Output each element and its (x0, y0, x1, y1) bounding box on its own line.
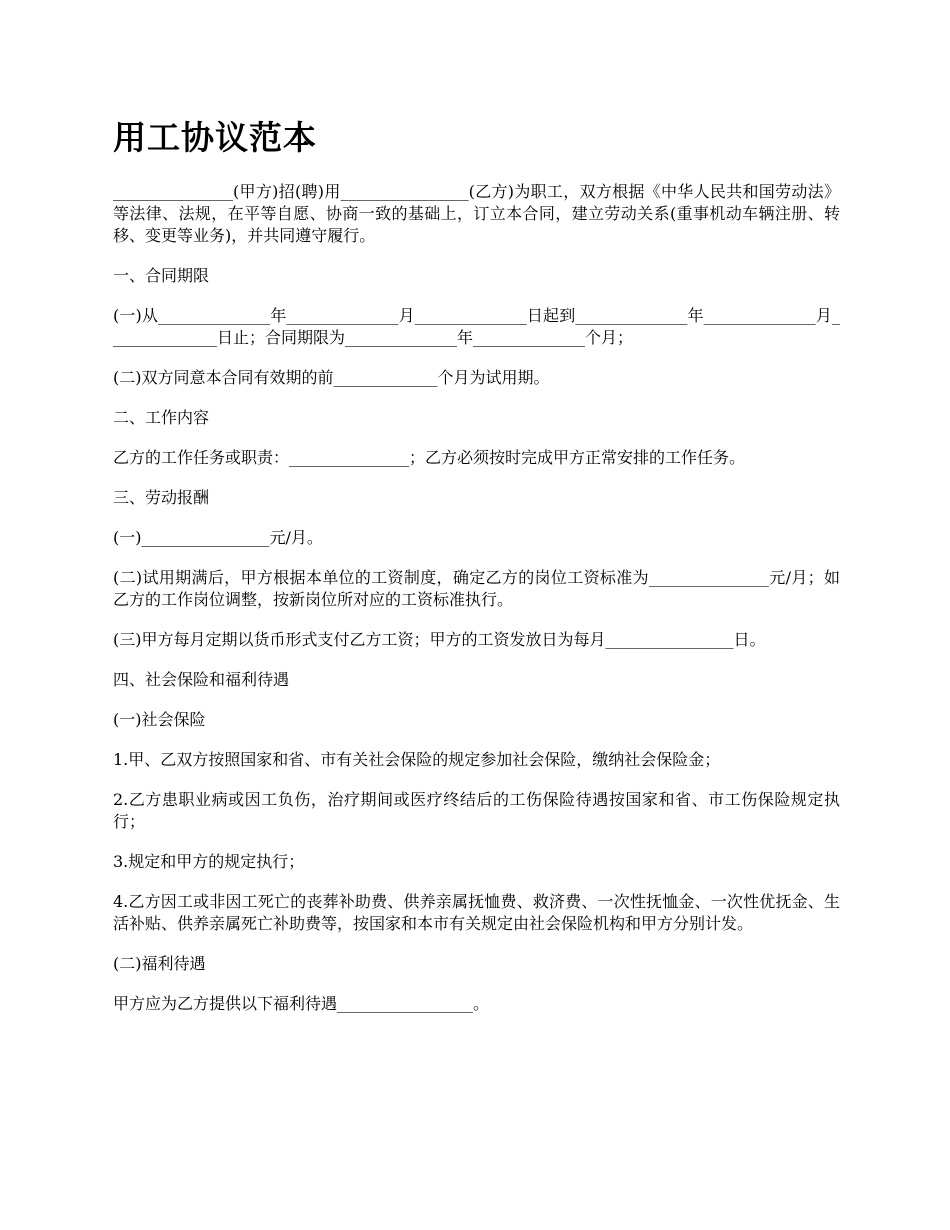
post-probation-salary-clause: (二)试用期满后，甲方根据本单位的工资制度，确定乙方的岗位工资标准为_______________元/月；如乙方的工作岗位调整，按新岗位所对应的工资标准执行。 (113, 568, 840, 609)
monthly-salary-clause: (一)________________元/月。 (113, 528, 323, 547)
payday-clause: (三)甲方每月定期以货币形式支付乙方工资；甲方的工资发放日为每月________________日。 (113, 630, 766, 649)
contract-period-clause: (一)从______________年______________月______________日起到______________年______________月______________日止；合同期限为______________年______________个月； (113, 306, 840, 347)
insurance-item-1: 1.甲、乙双方按照国家和省、市有关社会保险的规定参加社会保险，缴纳社会保险金； (113, 750, 721, 769)
section-heading-work-content: 二、工作内容 (113, 408, 210, 427)
section-heading-insurance-welfare: 四、社会保险和福利待遇 (113, 670, 290, 689)
probation-clause: (二)双方同意本合同有效期的前_____________个月为试用期。 (113, 368, 550, 387)
document-page (113, 112, 840, 1033)
document-title: 用工协议范本 (113, 118, 317, 157)
section-heading-contract-term: 一、合同期限 (113, 266, 210, 285)
insurance-item-4: 4.乙方因工或非因工死亡的丧葬补助费、供养亲属抚恤费、救济费、一次性抚恤金、一次性优抚金、生活补贴、供养亲属死亡补助费等，按国家和本市有关规定由社会保险机构和甲方分别计发。 (113, 892, 840, 933)
welfare-clause: 甲方应为乙方提供以下福利待遇_________________。 (113, 994, 490, 1013)
intro-paragraph: _______________(甲方)招(聘)用________________(乙方)为职工，双方根据《中华人民共和国劳动法》等法律、法规，在平等自愿、协商一致的基础上，订立本合同，建立劳动关系(重事机动车辆注册、转移、变更等业务)，并共同遵守履行。 (113, 182, 840, 245)
subsection-heading-welfare: (二)福利待遇 (113, 954, 206, 973)
section-heading-compensation: 三、劳动报酬 (113, 488, 210, 507)
subsection-heading-social-insurance: (一)社会保险 (113, 710, 206, 729)
work-duties-clause: 乙方的工作任务或职责：_______________；乙方必须按时完成甲方正常安排的工作任务。 (113, 448, 746, 467)
insurance-item-3: 3.规定和甲方的规定执行； (113, 852, 305, 871)
insurance-item-2: 2.乙方患职业病或因工负伤，治疗期间或医疗终结后的工伤保险待遇按国家和省、市工伤保险规定执行； (113, 790, 840, 831)
